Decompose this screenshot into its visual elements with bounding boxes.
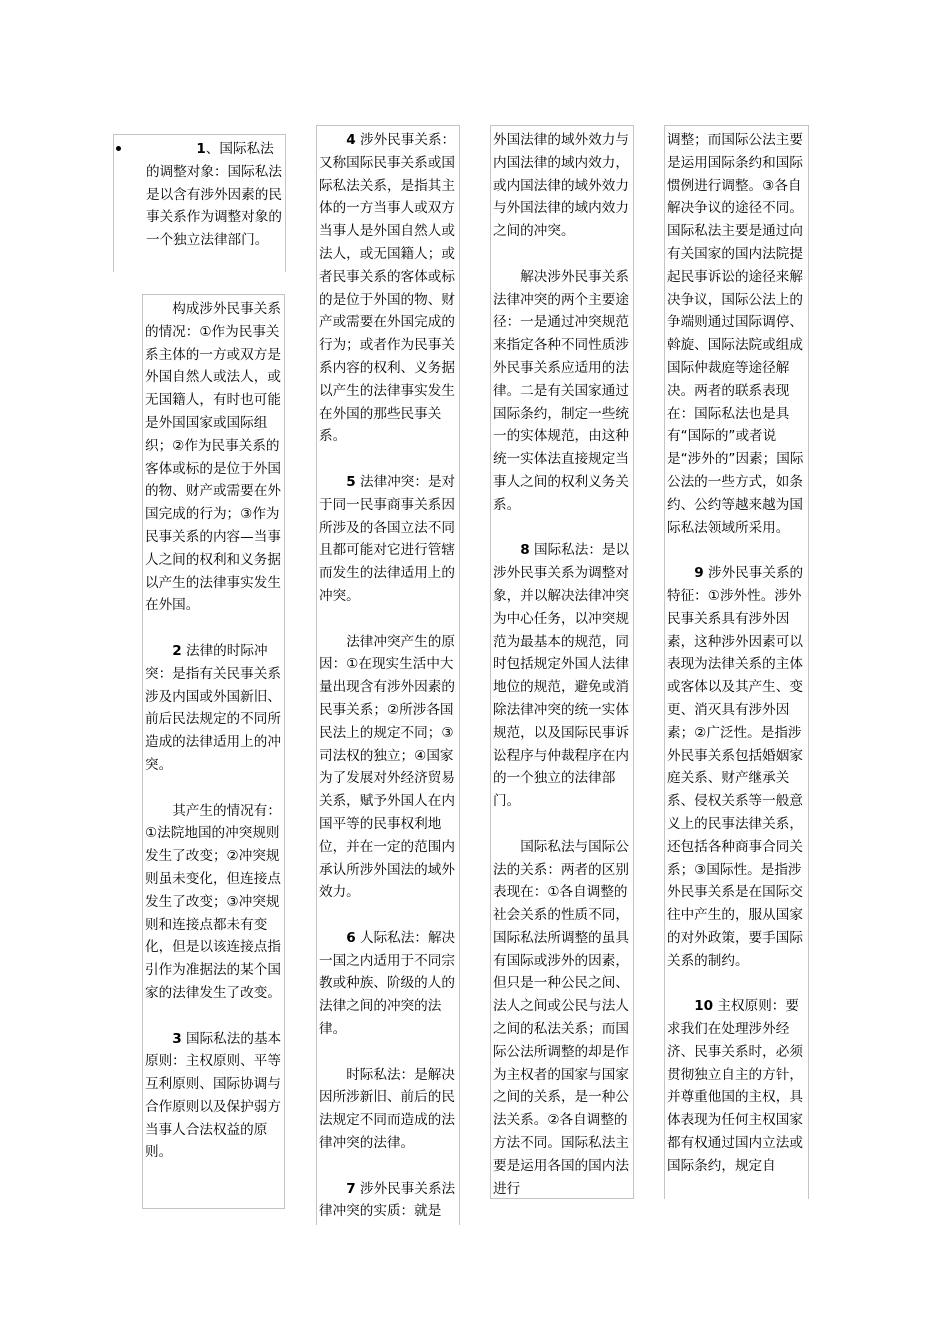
section-2 — [145, 640, 282, 777]
section-5-number: 5 — [346, 473, 356, 490]
column-3 — [490, 125, 634, 1199]
column-4 — [664, 125, 809, 1199]
section-7-continued: 外国法律的域外效力与内国法律的域内效力，或内国法律的域外效力与外国法律的域内效力之间的冲突。 — [493, 132, 629, 240]
section-5-paragraph-2: 法律冲突产生的原因：①在现实生活中大量出现含有涉外因素的民事关系；②所涉各国民法上的规定不同；③司法权的独立；④国家为了发展对外经济贸易关系，赋予外国人在内国平等的民事权利地位，并在一定的范围内承认所涉外国法的域外效力。 — [319, 633, 455, 901]
section-9-number: 9 — [694, 565, 704, 582]
section-4-number: 4 — [346, 132, 356, 148]
column-1 — [142, 294, 285, 1209]
section-6-number: 6 — [346, 929, 356, 946]
section-9 — [667, 562, 806, 972]
section-2-number: 2 — [172, 642, 182, 659]
section-4 — [319, 129, 457, 448]
section-8-continued: 调整；而国际公法主要是运用国际条约和国际惯例进行调整。③各自解决争议的途径不同。国际私法主要是通过向有关国家的国内法院提起民事诉讼的途径来解决争议，国际公法上的争端则通过国际调停、斡旋、国际法院或组成国际仲裁庭等途径解决。两者的联系表现在：国际私法也是具有“国际的”或者说是“涉外的”因素；国际公法的一些方式，如条约、公约等越来越为国际私法领域所采用。 — [667, 132, 804, 536]
section-2-text: 法律的时际冲突：是指有关民事关系涉及内国或外国新旧、前后民法规定的不同所造成的法律适用上的冲突。 — [145, 642, 281, 773]
section-8-text: 国际私法：是以涉外民事关系为调整对象，并以解决法律冲突为中心任务，以冲突规范为最基本的规范，同时包括规定外国人法律地位的规范，避免或消除法律冲突的统一实体规范，以及国际民事诉讼程序与仲裁程序在内的一个独立的法律部门。 — [493, 542, 630, 810]
section-3-text: 国际私法的基本原则：主权原则、平等互利原则、国际协调与合作原则以及保护弱方当事人合法权益的原则。 — [145, 1030, 282, 1161]
section-3 — [145, 1028, 282, 1165]
section-2-paragraph-2: 其产生的情况有：①法院地国的冲突规则发生了改变；②冲突规则虽未变化，但连接点发生了改变；③冲突规则和连接点都未有变化，但是以该连接点指引作为准据法的某个国家的法律发生了改变。 — [145, 802, 281, 1001]
section-8-paragraph-2: 国际私法与国际公法的关系：两者的区别表现在：①各自调整的社会关系的性质不同，国际私法所调整的虽具有国际或涉外的因素，但只是一种公民之间、法人之间或公民与法人之间的私法关系；而国际公法所调整的却是作为主权者的国家与国家之间的关系，是一种公法关系。②各自调整的方法不同。国际私法主要是运用各国的国内法进行 — [493, 838, 629, 1197]
section-7-text: 涉外民事关系法律冲突的实质：就是 — [319, 1180, 456, 1220]
section-6-paragraph-2: 时际私法：是解决因所涉新旧、前后的民法规定不同而造成的法律冲突的法律。 — [319, 1066, 455, 1152]
section-8-number: 8 — [520, 542, 530, 559]
section-5 — [319, 471, 457, 608]
section-10-number: 10 — [694, 998, 714, 1015]
section-6-text: 人际私法：解决一国之内适用于不同宗教或种族、阶级的人的法律之间的冲突的法律。 — [319, 929, 456, 1038]
section-7-number: 7 — [346, 1180, 356, 1197]
column-2 — [316, 125, 460, 1225]
section-1-paragraph-2: 构成涉外民事关系的情况：①作为民事关系主体的一方或双方是外国自然人或法人，或无国籍人，有时也可能是外国国家或国际组织；②作为民事关系的客体或标的是位于外国的物、财产或需要在外国完成的行为；③作为民事关系的内容—当事人之间的权利和义务据以产生的法律事实发生在外国。 — [145, 301, 281, 614]
section-7-paragraph-2: 解决涉外民事关系法律冲突的两个主要途径：一是通过冲突规范来指定各种不同性质涉外民事关系应适用的法律。二是有关国家通过国际条约，制定一些统一的实体规范，由这种统一实体法直接规定当事人之间的权利义务关系。 — [493, 268, 629, 513]
section-8 — [493, 539, 631, 813]
section-7 — [319, 1178, 457, 1224]
section-10 — [667, 995, 806, 1177]
column-1-top — [113, 134, 286, 272]
section-5-text: 法律冲突：是对于同一民事商事关系因所涉及的各国立法不同且都可能对它进行管辖而发生的法律适用上的冲突。 — [319, 473, 456, 604]
section-1-text: 、国际私法的调整对象：国际私法是以含有涉外因素的民事关系作为调整对象的一个独立法律部门。 — [146, 141, 282, 249]
section-10-text: 主权原则：要求我们在处理涉外经济、民事关系时，必须贯彻独立自主的方针，并尊重他国的主权，具体表现为任何主权国家都有权通过国内立法或国际条约，规定自 — [667, 998, 803, 1174]
section-9-text: 涉外民事关系的特征：①涉外性。涉外民事关系具有涉外因素，这种涉外因素可以表现为法律关系的主体或客体以及其产生、变更、消灭具有涉外因素；②广泛性。是指涉外民事关系包括婚姻家庭关系、财产继承关系、侵权关系等一般意义上的民事法律关系，还包括各种商事合同关系；③国际性。是指涉外民事关系是在国际交往中产生的，服从国家的对外政策，要手国际关系的制约。 — [667, 565, 804, 969]
section-1-number: 1 — [196, 141, 206, 157]
section-6 — [319, 927, 457, 1041]
section-1 — [146, 138, 283, 252]
section-4-text: 涉外民事关系：又称国际民事关系或国际私法关系，是指其主体的一方当事人或双方当事人是外国自然人或法人，或无国籍人；或者民事关系的客体或标的是位于外国的物、财产或需要在外国完成的行为；或者作为民事关系内容的权利、义务据以产生的法律事实发生在外国的那些民事关系。 — [319, 132, 456, 445]
section-3-number: 3 — [172, 1030, 182, 1047]
